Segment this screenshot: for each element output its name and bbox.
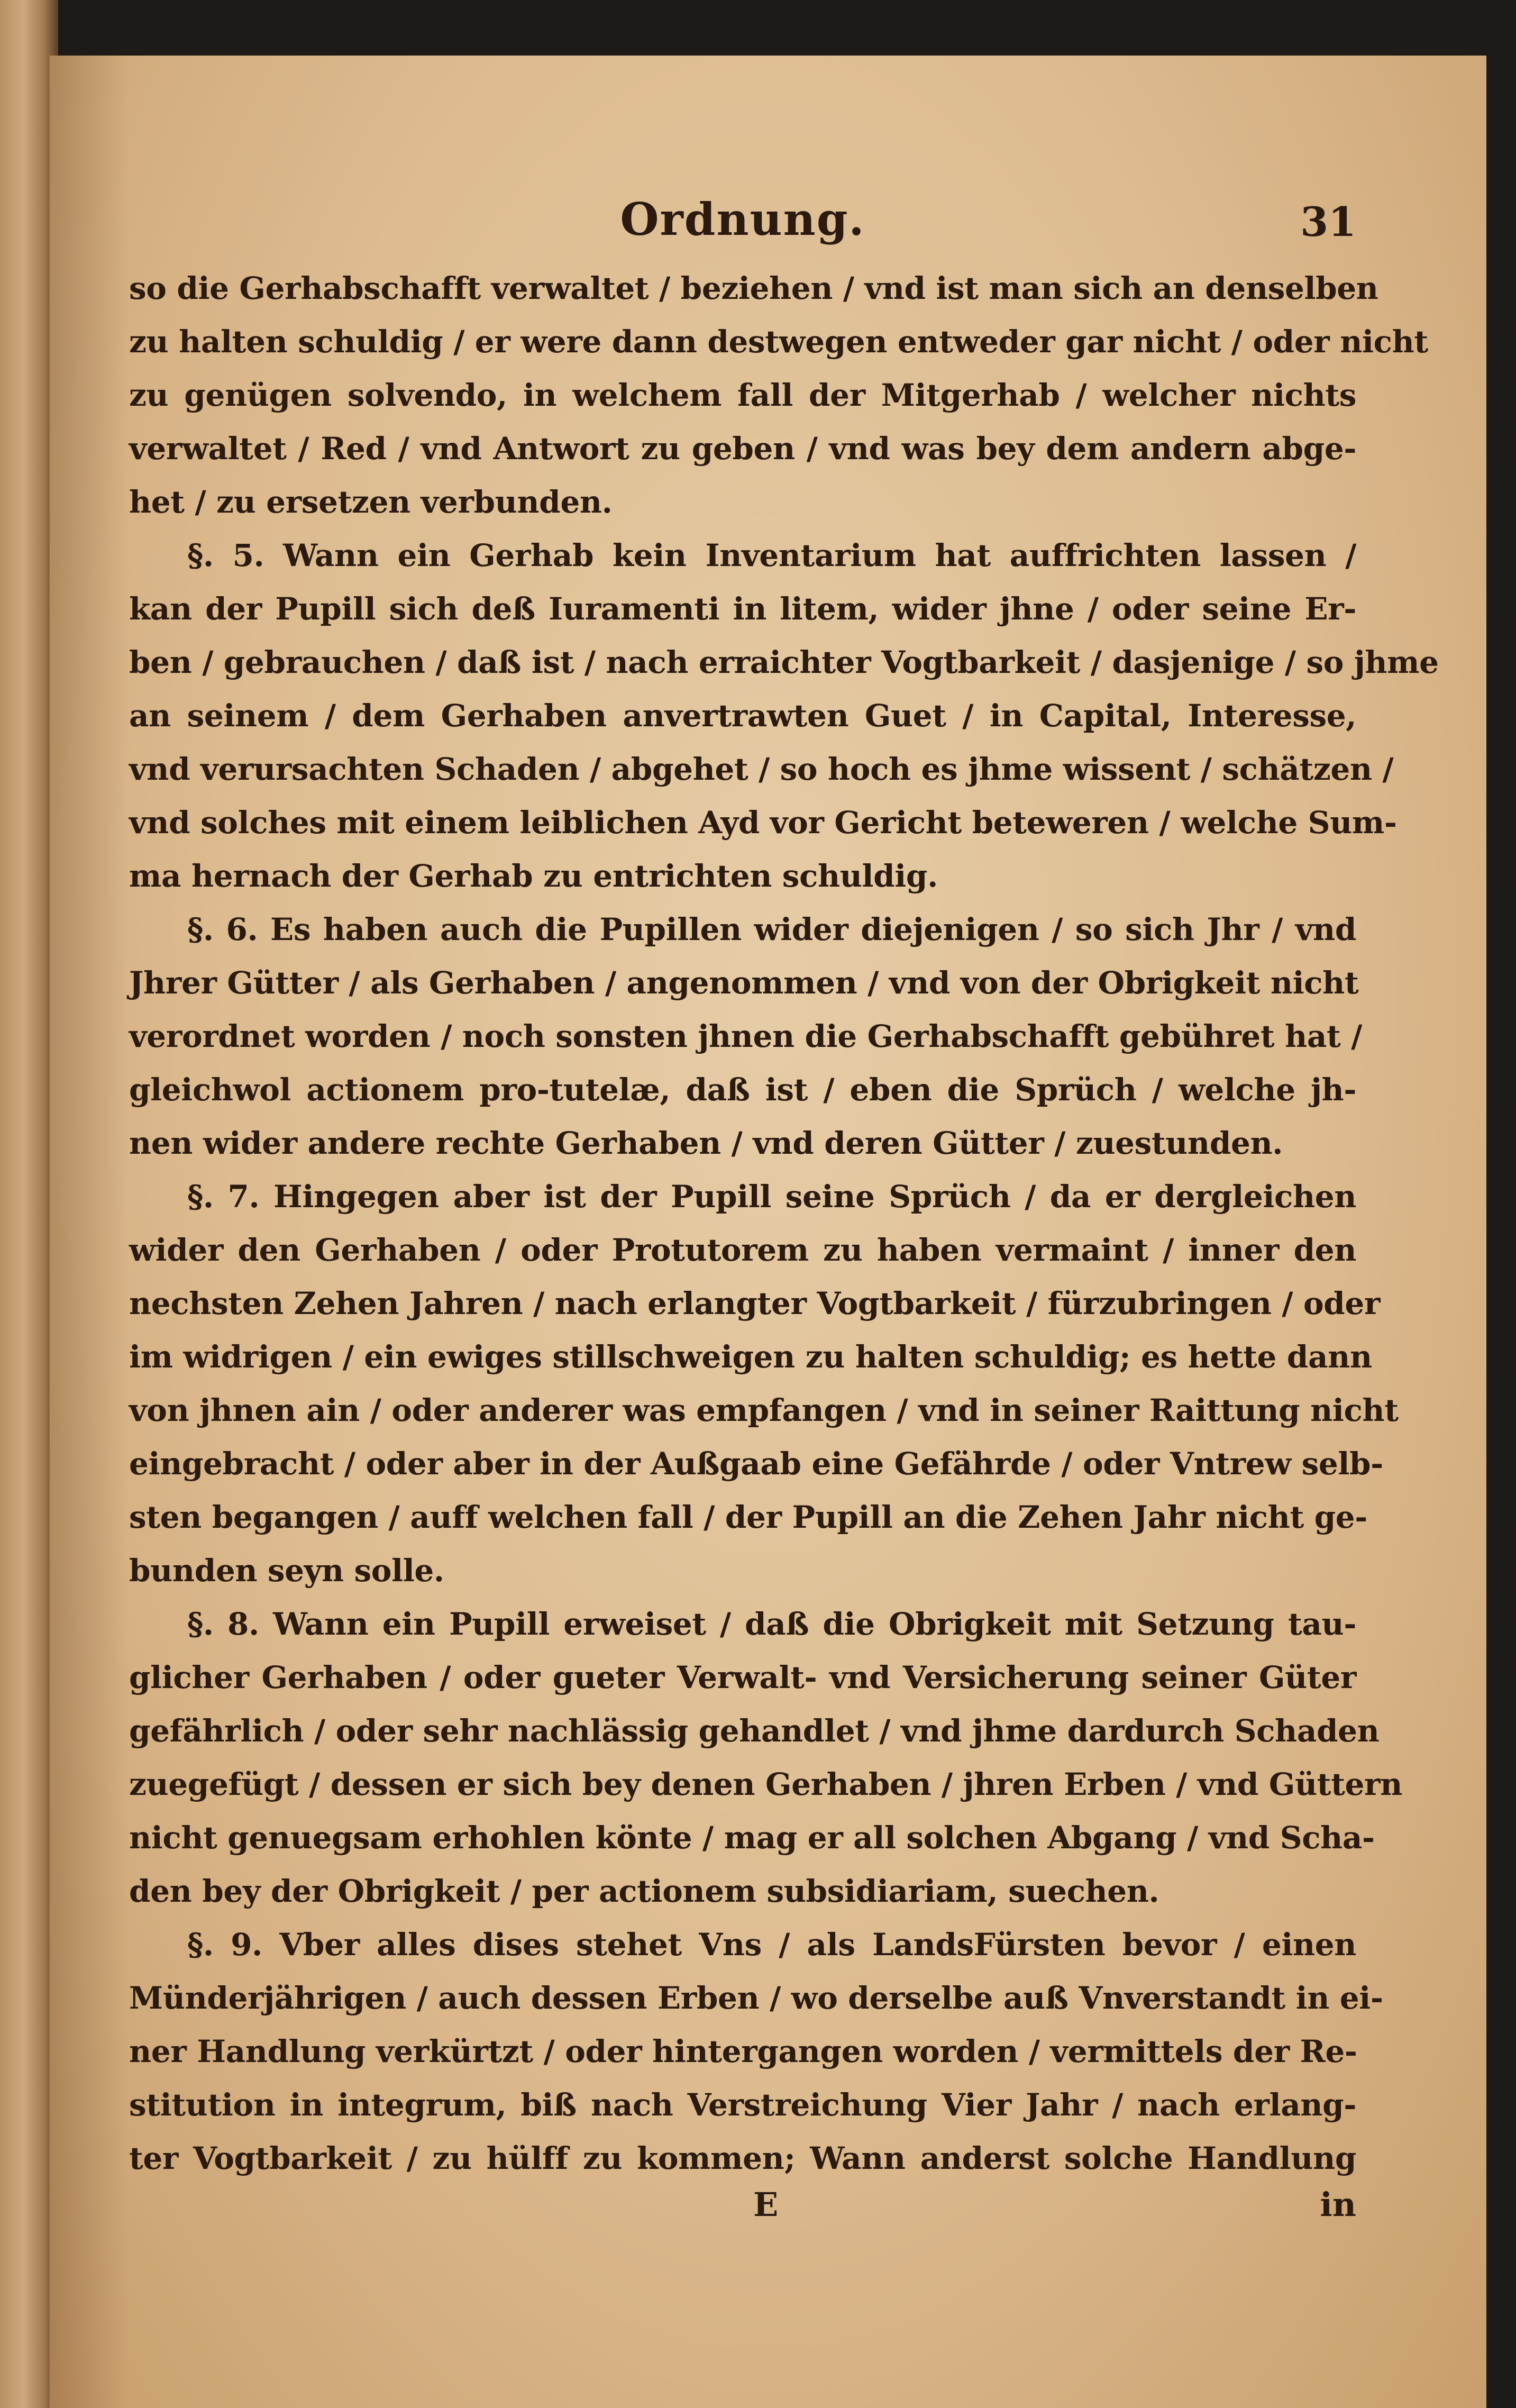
text-line: vnd verursachten Schaden / abgehet / so hoch es jhme wissent / schätzen / (129, 751, 1394, 787)
text-line: von jhnen ain / oder anderer was empfangen / vnd in seiner Raittung nicht (129, 1392, 1399, 1428)
text-line: gefährlich / oder sehr nachlässig gehandlet / vnd jhme dardurch Schaden (129, 1713, 1380, 1749)
text-line: Jhrer Gütter / als Gerhaben / angenommen / vnd von der Obrigkeit nicht (129, 965, 1359, 1001)
running-head (129, 183, 1356, 262)
paragraph-start-line: §. 6. Es haben auch die Pupillen wider diejenigen / so sich Jhr / vnd (187, 911, 1356, 947)
text-line: bunden seyn solle. (129, 1553, 444, 1589)
text-line: eingebracht / oder aber in der Außgaab eine Gefährde / oder Vntrew selb- (129, 1446, 1383, 1482)
text-line: ter Vogtbarkeit / zu hülff zu kommen; Wann anderst solche Handlung (129, 2140, 1356, 2176)
text-line: den bey der Obrigkeit / per actionem subsidiariam, suechen. (129, 1873, 1159, 1909)
text-line: kan der Pupill sich deß Iuramenti in litem, wider jhne / oder seine Er- (129, 591, 1356, 627)
text-line: nen wider andere rechte Gerhaben / vnd deren Gütter / zuestunden. (129, 1125, 1283, 1161)
text-line: nechsten Zehen Jahren / nach erlangter Vogtbarkeit / fürzubringen / oder (129, 1285, 1381, 1321)
text-line: gleichwol actionem pro-tutelæ, daß ist / eben die Sprüch / welche jh- (129, 1072, 1356, 1108)
text-line: het / zu ersetzen verbunden. (129, 484, 613, 520)
text-line: an seinem / dem Gerhaben anvertrawten Guet / in Capital, Interesse, (129, 698, 1356, 734)
text-line: Münderjährigen / auch dessen Erben / wo derselbe auß Vnverstandt in ei- (129, 1980, 1383, 2016)
paragraph-start-line: §. 7. Hingegen aber ist der Pupill seine Sprüch / da er dergleichen (187, 1179, 1356, 1215)
text-line: verwaltet / Red / vnd Antwort zu geben / vnd was bey dem andern abge- (129, 431, 1356, 467)
text-line: wider den Gerhaben / oder Protutorem zu haben vermaint / inner den (129, 1232, 1356, 1268)
signature-mark: E (753, 2185, 779, 2224)
paragraph-start-line: §. 5. Wann ein Gerhab kein Inventarium hat auffrichten lassen / (187, 537, 1356, 573)
paragraph-start-line: §. 8. Wann ein Pupill erweiset / daß die Obrigkeit mit Setzung tau- (187, 1606, 1356, 1642)
page-title: Ordnung. (620, 193, 865, 245)
text-line: so die Gerhabschafft verwaltet / beziehen / vnd ist man sich an denselben (129, 270, 1378, 306)
text-line: ben / gebrauchen / daß ist / nach erraichter Vogtbarkeit / dasjenige / so jhme (129, 644, 1439, 680)
page-footer (129, 2185, 1356, 2238)
text-line: zuegefügt / dessen er sich bey denen Gerhaben / jhren Erben / vnd Güttern (129, 1766, 1402, 1802)
text-line: zu halten schuldig / er were dann destwegen entweder gar nicht / oder nicht (129, 324, 1428, 360)
text-line: glicher Gerhaben / oder gueter Verwalt- vnd Versicherung seiner Güter (129, 1659, 1356, 1695)
text-line: zu genügen solvendo, in welchem fall der Mitgerhab / welcher nichts (129, 377, 1356, 413)
text-line: vnd solches mit einem leiblichen Ayd vor Gericht beteweren / welche Sum- (129, 805, 1397, 841)
page-number: 31 (1300, 198, 1356, 245)
text-line: ma hernach der Gerhab zu entrichten schuldig. (129, 858, 938, 894)
text-line: stitution in integrum, biß nach Verstreichung Vier Jahr / nach erlang- (129, 2087, 1356, 2123)
text-line: sten begangen / auff welchen fall / der Pupill an die Zehen Jahr nicht ge- (129, 1499, 1367, 1535)
paragraph-start-line: §. 9. Vber alles dises stehet Vns / als LandsFürsten bevor / einen (187, 1927, 1356, 1963)
catchword: in (1320, 2185, 1356, 2224)
text-line: ner Handlung verkürtzt / oder hintergangen worden / vermittels der Re- (129, 2033, 1357, 2069)
text-line: im widrigen / ein ewiges stillschweigen zu halten schuldig; es hette dann (129, 1339, 1372, 1375)
text-line: verordnet worden / noch sonsten jhnen die Gerhabschafft gebühret hat / (129, 1018, 1362, 1054)
text-line: nicht genuegsam erhohlen könte / mag er all solchen Abgang / vnd Scha- (129, 1820, 1375, 1856)
book-page (48, 56, 1486, 2408)
text-block (129, 183, 1439, 2224)
